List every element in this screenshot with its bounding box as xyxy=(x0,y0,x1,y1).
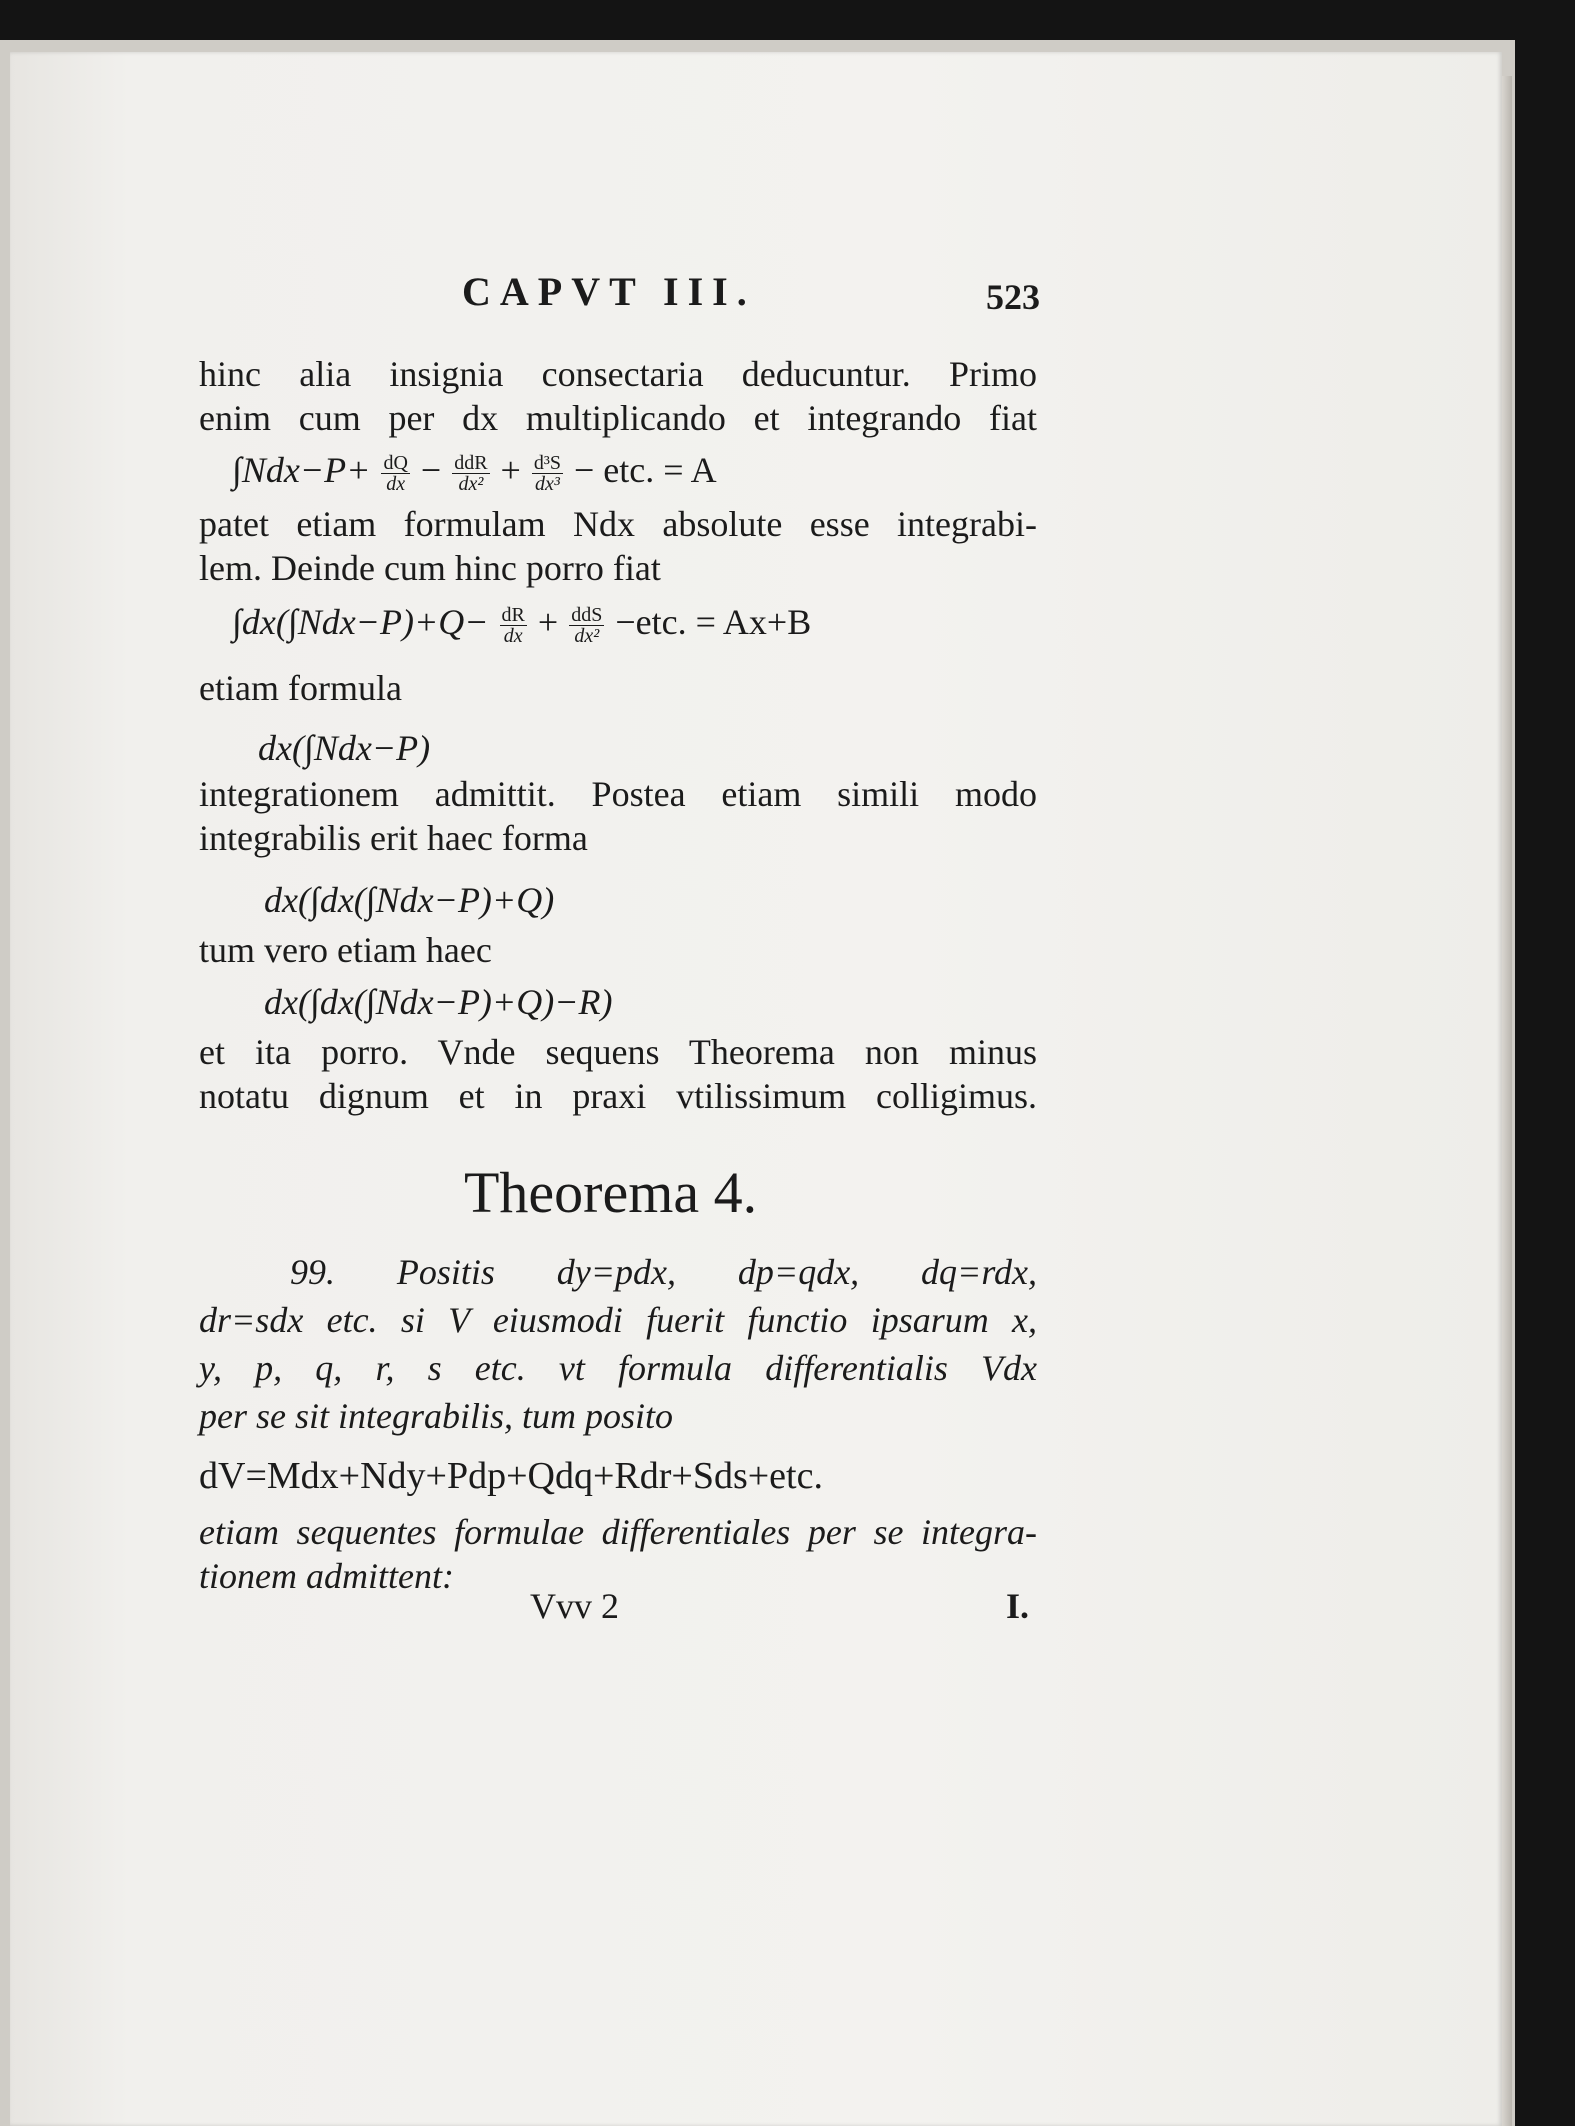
fraction: $\frac{\text{ddR}}{\text{dx²}}$ xyxy=(454,452,488,496)
formula-5: dx(∫dx(∫Ndx−P)+Q)−R) xyxy=(264,982,613,1022)
catchword: I. xyxy=(1006,1586,1030,1626)
theorem-line: per se sit integrabilis, tum posito xyxy=(199,1396,674,1436)
theorem-line: dr=sdx etc. si V eiusmodi fuerit functio ipsarum x, xyxy=(199,1300,1037,1340)
operator: + xyxy=(500,450,521,490)
running-header: CAPVT III. xyxy=(462,269,756,314)
fraction: $\frac{dR}{dx}$ xyxy=(501,604,525,648)
formula-3: dx(∫Ndx−P) xyxy=(258,728,431,768)
text-line: integrabilis erit haec forma xyxy=(199,818,588,858)
page-number: 523 xyxy=(986,277,1040,317)
theorem-line: etiam sequentes formulae differentiales per se integra- xyxy=(199,1512,1037,1552)
formula-2-lead: ∫dx(∫Ndx−P)+Q− xyxy=(232,602,489,642)
formula-1-lead: ∫Ndx−P+ xyxy=(232,450,371,490)
theorem-line: y, p, q, r, s etc. vt formula differentialis Vdx xyxy=(199,1348,1037,1388)
operator: − xyxy=(420,450,442,490)
theorem-heading: Theorema 4. xyxy=(464,1160,758,1225)
formula-1-tail: − etc. = A xyxy=(573,450,717,490)
text-line: enim cum per dx multiplicando et integrando fiat xyxy=(199,398,1037,438)
fraction: $\frac{dQ}{dx}$ xyxy=(383,452,408,496)
signature-mark: Vvv 2 xyxy=(530,1586,619,1626)
theorem-line: tionem admittent: xyxy=(199,1556,454,1596)
text-line: notatu dignum et in praxi vtilissimum colligimus. xyxy=(199,1076,1037,1116)
text-line: patet etiam formulam Ndx absolute esse integrabi- xyxy=(199,504,1037,544)
operator: + xyxy=(537,602,559,642)
text-line: et ita porro. Vnde sequens Theorema non minus xyxy=(199,1032,1037,1072)
formula-4: dx(∫dx(∫Ndx−P)+Q) xyxy=(264,880,555,920)
text-line: hinc alia insignia consectaria deducuntur. Primo xyxy=(199,354,1037,394)
text-line: integrationem admittit. Postea etiam simili modo xyxy=(199,774,1037,814)
formula-1 xyxy=(232,448,717,494)
text-line: tum vero etiam haec xyxy=(199,930,492,970)
text-line: etiam formula xyxy=(199,668,402,708)
fraction: $\frac{\text{d³S}}{\text{dx³}}$ xyxy=(533,452,561,496)
fraction: $\frac{\text{ddS}}{\text{dx²}}$ xyxy=(571,604,603,648)
formula-2-tail: −etc. = Ax+B xyxy=(615,602,812,642)
theorem-line: 99. Positis dy=pdx, dp=qdx, dq=rdx, xyxy=(290,1252,1037,1292)
formula-2 xyxy=(232,600,811,646)
theorem-formula: dV=Mdx+Ndy+Pdp+Qdq+Rdr+Sds+etc. xyxy=(199,1455,823,1497)
text-line: lem. Deinde cum hinc porro fiat xyxy=(199,548,661,588)
